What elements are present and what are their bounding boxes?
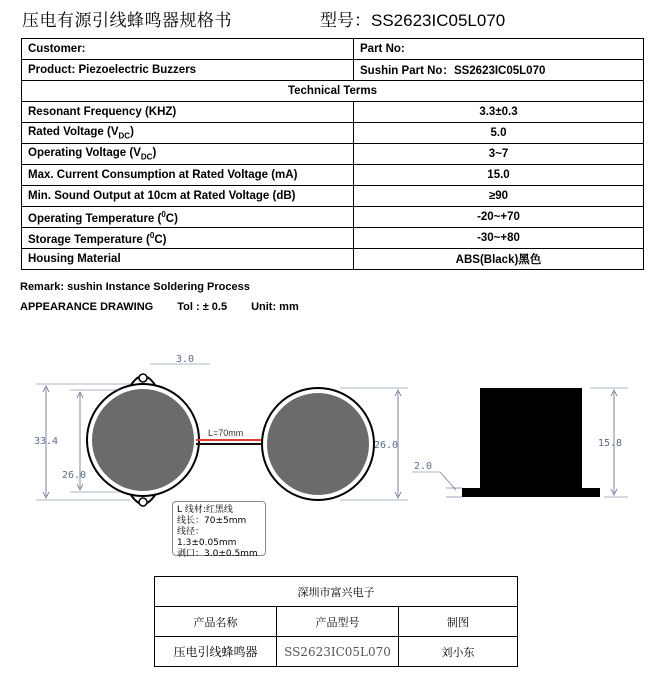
value-cell: -30~+80 <box>354 228 644 249</box>
top-view <box>34 354 210 506</box>
buzzer-housing-side <box>480 388 582 488</box>
value-cell: 5.0 <box>354 123 644 144</box>
param-cell: Max. Current Consumption at Rated Voltage (mA) <box>22 165 354 186</box>
table-row <box>22 102 644 123</box>
value-cell: ≥90 <box>354 186 644 207</box>
unit: Unit: mm <box>251 301 299 313</box>
product-model: SS2623IC05L070 <box>277 637 399 667</box>
param-superscript: 0 <box>149 230 155 240</box>
model-label: 型号： <box>320 11 371 30</box>
param-cell <box>22 207 354 228</box>
col-label: 产品名称 <box>155 607 277 637</box>
param-superscript: 0 <box>161 209 166 219</box>
table-row <box>22 207 644 228</box>
param-cell: Housing Material <box>22 249 354 270</box>
param-cell <box>22 228 354 249</box>
lead-length: L=70mm <box>208 428 244 438</box>
table-row <box>22 144 644 165</box>
param-cell <box>22 144 354 165</box>
value-cell: 3~7 <box>354 144 644 165</box>
col-label: 制图 <box>399 607 518 637</box>
param-text: Operating Temperature ( <box>28 212 162 225</box>
buzzer-base <box>462 488 600 497</box>
param-text: Operating Voltage (V <box>28 146 141 159</box>
table-row <box>22 123 644 144</box>
appearance-label: APPEARANCE DRAWING <box>20 301 154 313</box>
model-number: SS2623IC05L070 <box>371 11 506 30</box>
param-cell: Resonant Frequency (KHZ) <box>22 102 354 123</box>
document-title: 压电有源引线蜂鸣器规格书 <box>22 11 232 31</box>
title-block <box>154 576 518 667</box>
drafter-name: 刘小东 <box>399 637 518 667</box>
param-text: Storage Temperature ( <box>28 233 150 246</box>
param-cell: Min. Sound Output at 10cm at Rated Voltage (dB) <box>22 186 354 207</box>
dim-tab: 3.0 <box>176 354 195 365</box>
sushin-part-cell <box>354 60 644 81</box>
table-row <box>22 60 644 81</box>
table-row <box>155 607 518 637</box>
table-row <box>22 186 644 207</box>
buzzer-body-top <box>92 389 194 491</box>
param-text: ) <box>152 146 157 159</box>
dim-outer: 33.4 <box>34 436 59 447</box>
table-row <box>155 637 518 667</box>
spec-table <box>21 38 644 270</box>
side-view <box>412 388 628 497</box>
product-name: 压电引线蜂鸣器 <box>155 637 277 667</box>
param-text: C) <box>154 233 167 246</box>
bottom-view <box>262 388 408 500</box>
value-cell: 3.3±0.3 <box>354 102 644 123</box>
dim-body: 26.0 <box>62 470 87 481</box>
lead-wires <box>196 428 266 444</box>
value-cell: -20~+70 <box>354 207 644 228</box>
note-line: 剥口：3.0±0.5mm <box>177 549 258 559</box>
param-text: C) <box>165 212 178 225</box>
note-line: L 线材:红黑线 <box>177 505 233 515</box>
table-row <box>155 577 518 607</box>
appearance-drawing <box>0 340 668 570</box>
param-text: Rated Voltage (V <box>28 125 119 138</box>
part-no-label: Part No: <box>354 39 644 60</box>
dim-body2: 26.0 <box>374 440 399 451</box>
value-cell: ABS(Black)黑色 <box>354 249 644 270</box>
sushin-part-value: SS2623IC05L070 <box>453 65 546 77</box>
note-line: 线长：70±5mm <box>177 516 247 526</box>
table-row <box>22 39 644 60</box>
param-cell <box>22 123 354 144</box>
remark: Remark: sushin Instance Soldering Process <box>20 281 250 293</box>
tolerance: Tol : ± 0.5 <box>177 301 228 313</box>
buzzer-body-bottom <box>267 393 369 495</box>
dim-height: 15.8 <box>598 438 623 449</box>
col-label: 产品型号 <box>277 607 399 637</box>
table-row <box>22 249 644 270</box>
dim-base: 2.0 <box>414 461 433 472</box>
model-heading <box>320 6 505 31</box>
sushin-part-label: Sushin Part No： <box>360 65 454 77</box>
table-row <box>22 165 644 186</box>
param-subscript: DC <box>140 152 153 162</box>
wire-note <box>172 501 266 559</box>
customer-label: Customer: <box>22 39 354 60</box>
param-subscript: DC <box>118 131 131 141</box>
value-cell: 15.0 <box>354 165 644 186</box>
company-name: 深圳市富兴电子 <box>155 577 518 607</box>
note-line: 线径：1.3±0.05mm <box>177 527 237 548</box>
appearance-heading <box>20 301 299 313</box>
product-label: Product: Piezoelectric Buzzers <box>22 60 354 81</box>
table-row <box>22 228 644 249</box>
table-row <box>22 81 644 102</box>
param-text: ) <box>130 125 134 138</box>
section-title: Technical Terms <box>22 81 644 102</box>
